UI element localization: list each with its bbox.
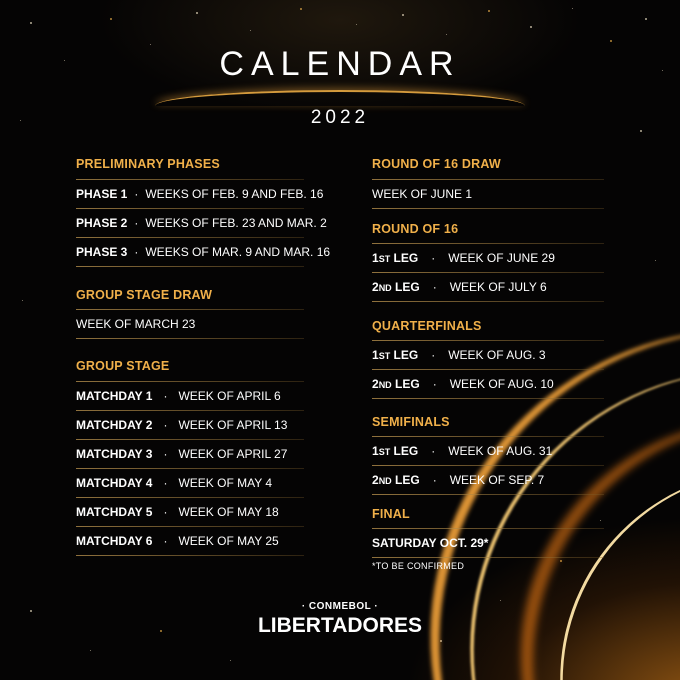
leg-ordinal: ST (378, 254, 391, 264)
leg-number: 2 (372, 473, 379, 487)
star (530, 26, 532, 28)
separator-dot: · (163, 418, 168, 432)
schedule-row (76, 469, 304, 498)
star (446, 34, 447, 35)
separator-dot: · (163, 534, 168, 548)
row-label: MATCHDAY 2 (76, 418, 153, 432)
star (250, 30, 251, 31)
row-value: SATURDAY OCT. 29* (372, 536, 489, 550)
star (196, 12, 198, 14)
row-value: WEEK OF APRIL 13 (178, 418, 288, 432)
row-value: WEEK OF AUG. 31 (448, 444, 553, 458)
section-heading-r16-draw: ROUND OF 16 DRAW (372, 157, 501, 171)
leg-number: 2 (372, 377, 379, 391)
footnote: *TO BE CONFIRMED (372, 561, 465, 571)
leg-number: 1 (372, 251, 379, 265)
star (402, 14, 404, 16)
schedule-row (372, 437, 604, 466)
leg-label: LEG (393, 251, 419, 265)
leg-label: LEG (393, 348, 419, 362)
star (488, 10, 490, 12)
separator-dot: · (134, 187, 139, 201)
divider (76, 555, 304, 556)
row-value: WEEK OF JUNE 1 (372, 187, 473, 201)
schedule-row (372, 466, 604, 495)
separator-dot: · (163, 389, 168, 403)
divider (76, 266, 304, 267)
row-value: WEEK OF MAY 18 (178, 505, 279, 519)
separator-dot: · (431, 251, 436, 265)
row-value: WEEK OF AUG. 3 (448, 348, 546, 362)
separator-dot: · (163, 476, 168, 490)
star (572, 8, 573, 9)
schedule-row (372, 529, 604, 558)
leg-ordinal: ND (378, 380, 392, 390)
divider (372, 208, 604, 209)
star (640, 130, 642, 132)
leg-label: LEG (395, 280, 420, 294)
separator-dot: · (163, 447, 168, 461)
row-value: WEEKS OF FEB. 23 AND MAR. 2 (145, 216, 327, 230)
separator-dot: · (134, 245, 139, 259)
row-value: WEEK OF JUNE 29 (448, 251, 555, 265)
leg-ordinal: ST (378, 447, 391, 457)
row-value: WEEK OF MAY 25 (178, 534, 279, 548)
row-value: WEEK OF MARCH 23 (76, 317, 196, 331)
divider (372, 557, 604, 558)
section-heading-semifinals: SEMIFINALS (372, 415, 450, 429)
page-title: CALENDAR (219, 45, 461, 83)
section-heading-preliminary: PRELIMINARY PHASES (76, 157, 220, 171)
year-label: 2022 (310, 107, 370, 128)
row-value: WEEK OF APRIL 6 (178, 389, 281, 403)
row-label: MATCHDAY 6 (76, 534, 153, 548)
title-arc-divider (155, 90, 525, 106)
schedule-row (76, 209, 327, 238)
separator-dot: · (432, 377, 437, 391)
leg-ordinal: ND (378, 283, 392, 293)
row-value: WEEK OF MAY 4 (178, 476, 273, 490)
row-value: WEEKS OF FEB. 9 AND FEB. 16 (145, 187, 324, 201)
star (300, 8, 302, 10)
schedule-row (372, 273, 604, 302)
leg-number: 1 (372, 444, 379, 458)
separator-dot: · (134, 216, 139, 230)
leg-number: 1 (372, 348, 379, 362)
star (645, 18, 647, 20)
row-label: PHASE 2 (76, 216, 128, 230)
leg-ordinal: ST (378, 351, 391, 361)
row-label: MATCHDAY 5 (76, 505, 153, 519)
row-label: PHASE 3 (76, 245, 128, 259)
star (356, 24, 357, 25)
separator-dot: · (431, 444, 436, 458)
section-heading-r16: ROUND OF 16 (372, 222, 459, 236)
divider (372, 301, 604, 302)
section-heading-final: FINAL (372, 507, 410, 521)
row-value: WEEK OF APRIL 27 (178, 447, 288, 461)
row-value: WEEKS OF MAR. 9 AND MAR. 16 (145, 245, 331, 259)
schedule-row (76, 382, 304, 411)
section-heading-group-draw: GROUP STAGE DRAW (76, 288, 213, 302)
schedule-row (76, 238, 331, 267)
star (90, 650, 91, 651)
star (30, 22, 32, 24)
divider (76, 338, 304, 339)
star (22, 300, 23, 301)
logo-libertadores: LIBERTADORES (257, 614, 423, 637)
leg-ordinal: ND (378, 476, 392, 486)
schedule-row (76, 440, 304, 469)
schedule-row (76, 498, 304, 527)
divider (372, 398, 604, 399)
separator-dot: · (431, 348, 436, 362)
row-value: WEEK OF JULY 6 (449, 280, 547, 294)
leg-label: LEG (395, 377, 420, 391)
star (110, 18, 112, 20)
schedule-row (372, 341, 604, 370)
leg-label: LEG (395, 473, 420, 487)
row-value: WEEK OF AUG. 10 (449, 377, 554, 391)
section-heading-group-stage: GROUP STAGE (76, 359, 170, 373)
logo-conmebol: · CONMEBOL · (301, 601, 379, 612)
schedule-row (76, 310, 304, 339)
star (655, 260, 656, 261)
row-label: MATCHDAY 1 (76, 389, 153, 403)
schedule-row (76, 411, 304, 440)
separator-dot: · (163, 505, 168, 519)
schedule-row (76, 527, 304, 556)
schedule-row (372, 370, 604, 399)
leg-number: 2 (372, 280, 379, 294)
divider (372, 494, 604, 495)
leg-label: LEG (393, 444, 419, 458)
separator-dot: · (432, 280, 437, 294)
row-label: PHASE 1 (76, 187, 128, 201)
star (610, 40, 612, 42)
schedule-row (372, 180, 604, 209)
section-heading-quarterfinals: QUARTERFINALS (372, 319, 482, 333)
star (230, 660, 231, 661)
row-label: MATCHDAY 4 (76, 476, 153, 490)
schedule-row (76, 180, 324, 209)
row-value: WEEK OF SEP. 7 (449, 473, 545, 487)
separator-dot: · (432, 473, 437, 487)
row-label: MATCHDAY 3 (76, 447, 153, 461)
schedule-row (372, 244, 604, 273)
